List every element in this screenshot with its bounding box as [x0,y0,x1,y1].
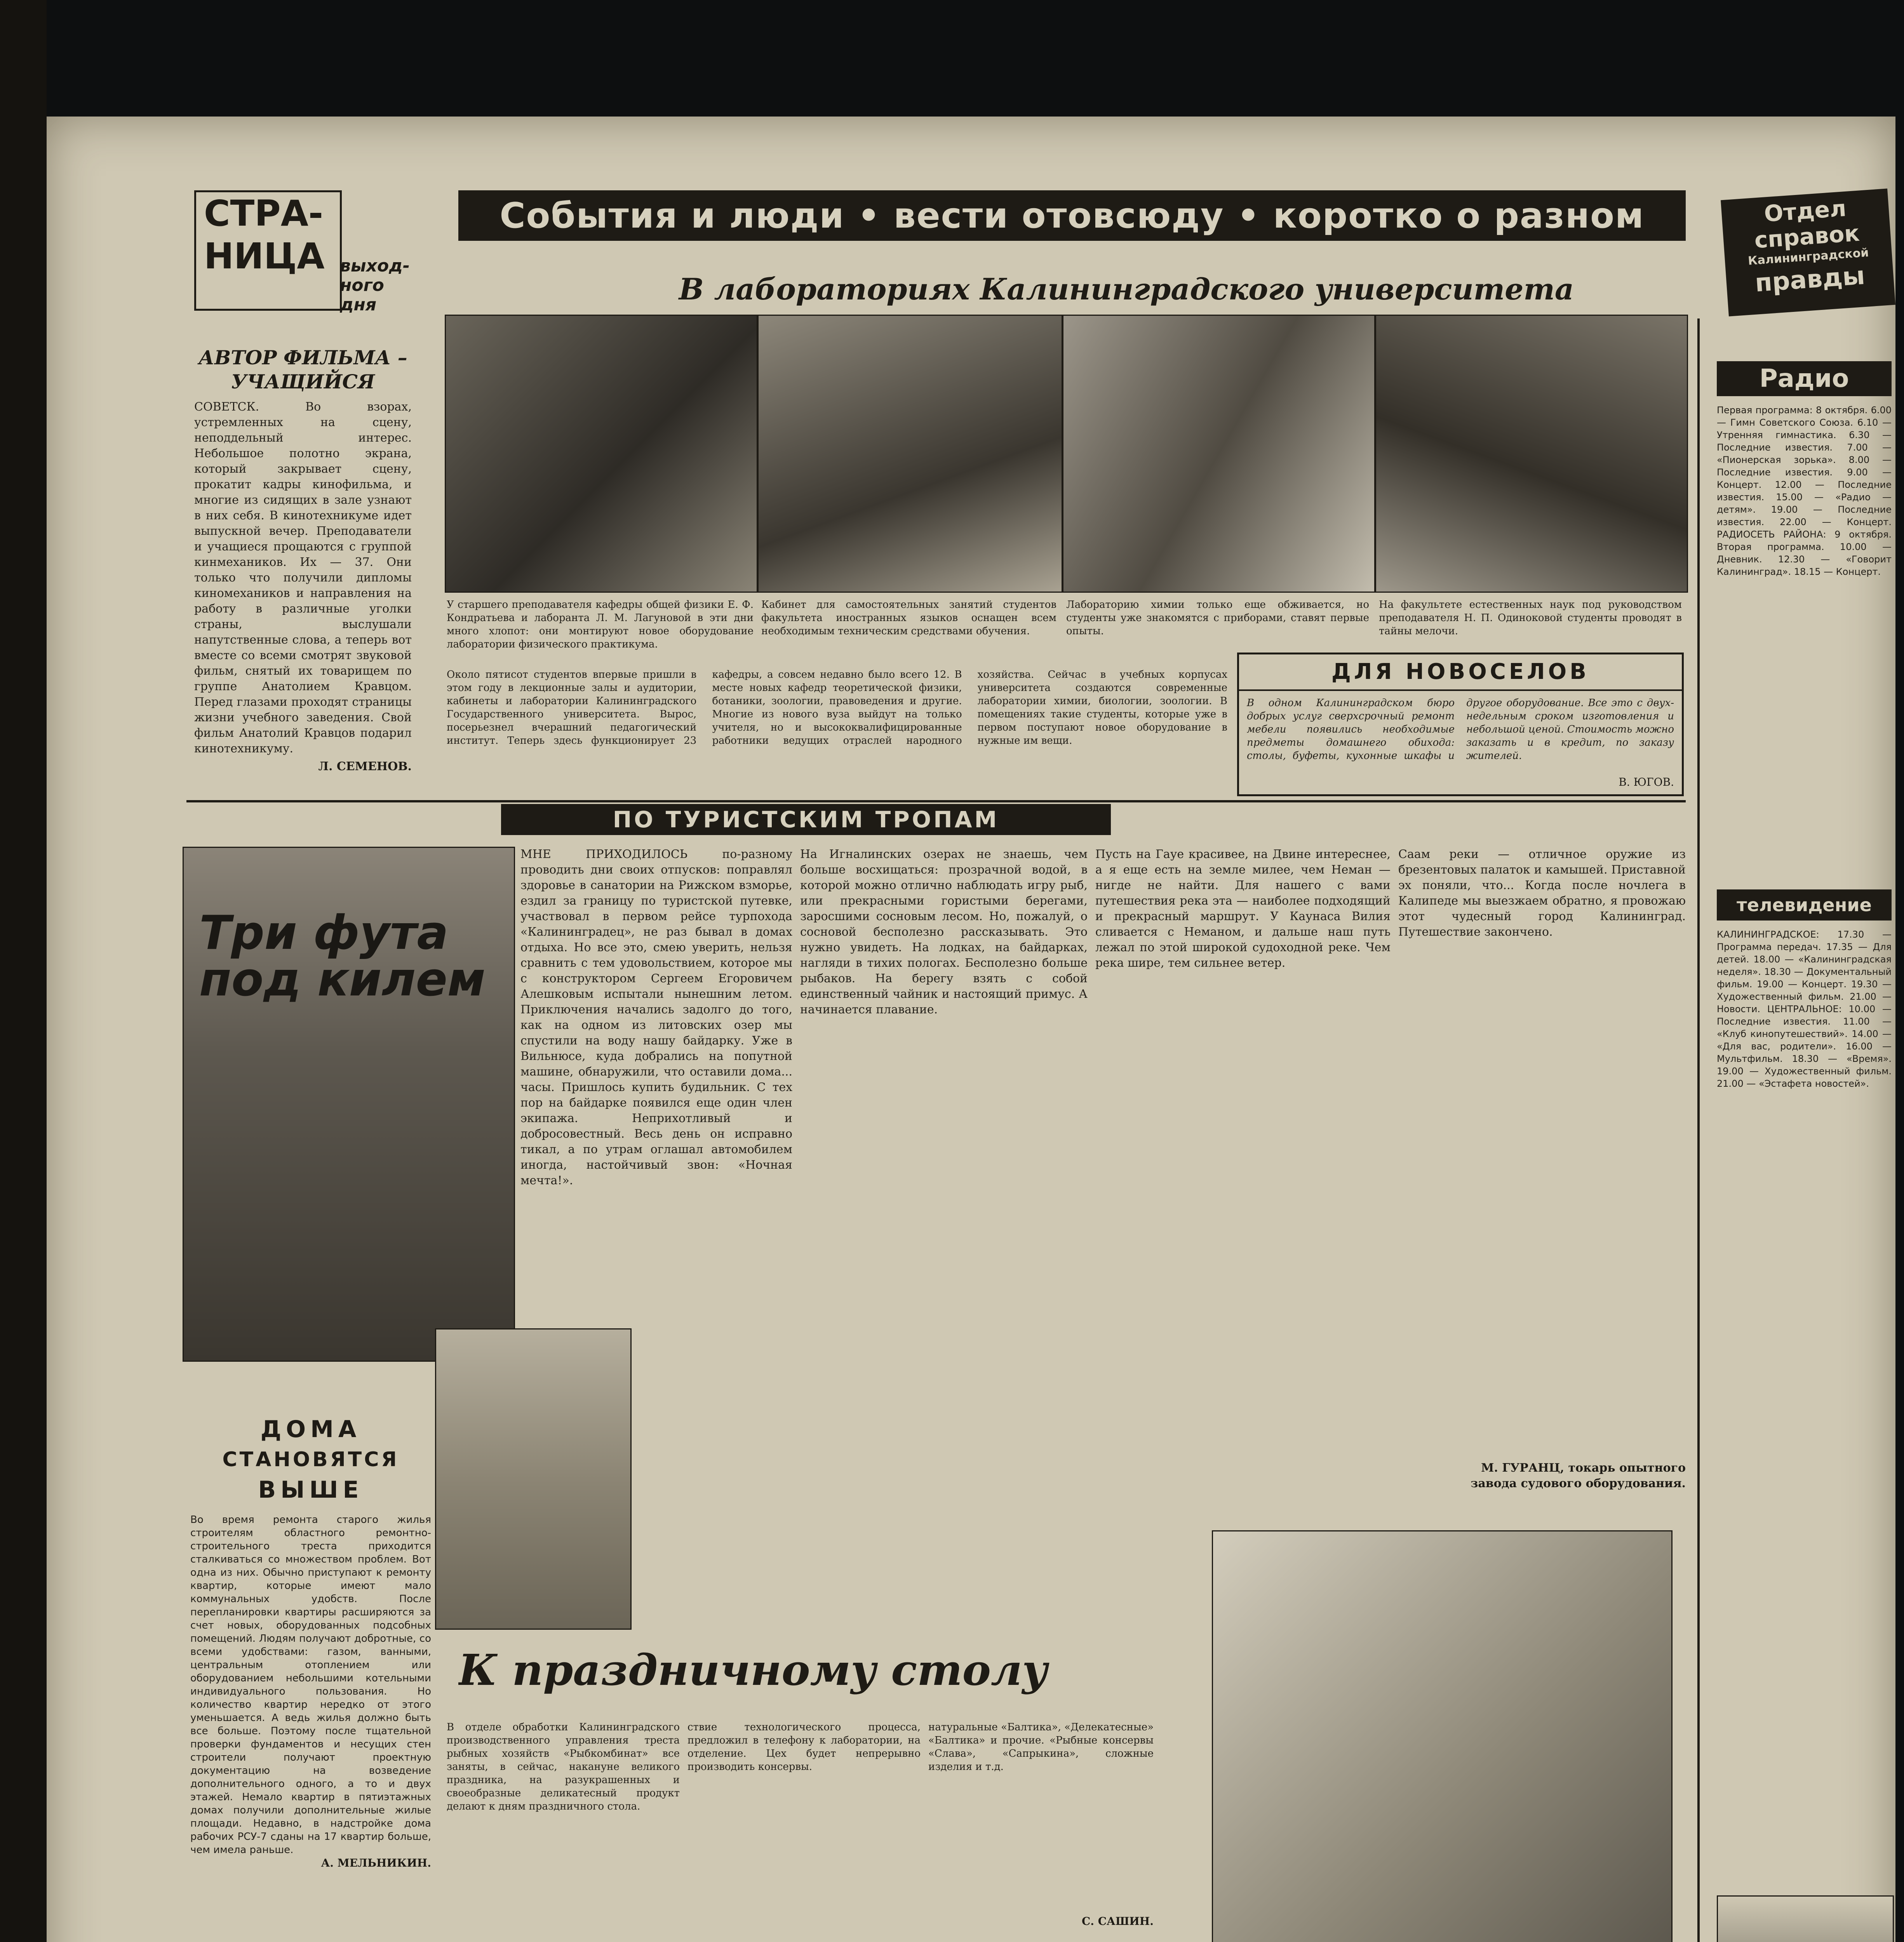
lab-body: Около пятисот студентов впервые пришли в этом году в лекционные залы и аудитории, кабинеты и лаборатории Калининградского Государственного университета. Вырос, посерьезнел вчерашний педагогический институт. Теперь здесь функционирует 23 кафедры, а совсем недавно было всего 12. В месте новых кафедр теоретической физики, ботаники, зоологии, правоведения и другие. Многие из нового вуза выйдут на только учителя, но и высококвалифицированные работники ведущих отраслей народного хозяйства. Сейчас в учебных корпусах университета создаются современные лаборатории химии, биологии, зоологии. В помещениях такие студенты, которые уже в первом поступают новое оборудование в нужные им вещи. [447,669,1227,747]
logo-sub-1: выход- [340,256,410,276]
lab-photo-4 [1375,315,1688,593]
logo-subtitle [340,256,433,326]
doma-body: Во время ремонта старого жилья строителям областного ремонтно-строительного треста приходится сталкиваться со множеством проблем. Вот одна из них. Обычно приступают к ремонту квартир, которые имеют мало коммунальных удобств. После перепланировки квартиры расширяются за счет новых, оборудованных подсобных помещений. Людям получают добротные, со всеми удобствами: газом, ванными, центральным отоплением или оборудованием небольшими котельными индивидуального пользования. Но количество квартир нередко от этого уменьшается. А ведь жилья должно быть все больше. Поэтому после тщательной проверки фундаментов и несущих стен строители получают проектную документацию на возведение дополнительного одного, а то и двух этажей. Немало квартир в пятиэтажных домах получили дополнительные жилые площади. Недавно, в надстройке дома рабочих РСУ-7 сданы на 17 квартир больше, чем имела раньше. [190,1514,431,1856]
lab-title: В лабораториях Калининградского университета [679,272,1574,306]
lab-caption-1: У старшего преподавателя кафедры общей физики Е. Ф. Кондратьева и лаборанта Л. М. Лагуновой в эти дни много хлопот: они монтируют новое оборудование лаборатории физического практикума. [447,599,754,650]
film-body: СОВЕТСК. Во взорах, устремленных на сцену, неподдельный интерес. Небольшое полотно экрана, который закрывает сцену, прокатит кадры кинофильма, и многие из сидящих в зале узнают в них себя. В кинотехникуме идет выпускной вечер. Преподаватели и учащиеся прощаются с группой кинмехаников. Их — 37. Они только что получили дипломы киномехаников и направления на работу в различные уголки страны, выслушали напутственные слова, а теперь вот вместе со всеми смотрят звуковой фильм, снятый их товарищем по группе Анатолием Кравцом. Перед глазами проходят страницы жизни учебного заведения. Свой фильм Анатолий Кравцов подарил кинотехникуму. [194,400,412,755]
doma-title-1: ДОМА [260,1416,361,1443]
tourist-photo [183,847,515,1362]
radio-body: Первая программа: 8 октября. 6.00 — Гимн Советского Союза. 6.10 — Утренняя гимнастика. 6.30 — Последние известия. 7.00 — «Пионерская зорька». 8.00 — Последние известия. 9.00 — Концерт. 12.00 — Последние известия. 15.00 — «Радио — детям». 19.00 — Последние известия. 22.00 — Концерт. РАДИОСЕТЬ РАЙОНА: 9 октября. Вторая программа. 10.00 — Дневник. 12.30 — «Говорит Калининград». 18.15 — Концерт. [1717,405,1892,577]
novoselov-author: В. ЮГОВ. [1619,776,1674,788]
doma-article [190,1414,431,1942]
holiday-col-3: натуральные «Балтика», «Делекатесные» «Балтика» и прочие. «Рыбные консервы «Слава», «Сапрыкина», сложные изделия и т.д. [928,1721,1154,1773]
travel-illustration [435,1328,632,1630]
film-title-2: УЧАЩИЙСЯ [231,370,375,393]
section-banner: События и люди • вести отовсюду • коротко о разном [458,190,1686,241]
tourist-col-4: Саам реки — отличное оружие из брезентовых палаток и камышей. Приставной эх поняли, что... Когда после ночлега в Калипеде мы выезжаем обратно, я провожаю этот чудесный город Калининград. Путешествие закончено. [1398,847,1686,939]
tv-body: КАЛИНИНГРАДСКОЕ: 17.30 — Программа передач. 17.35 — Для детей. 18.00 — «Калининградская неделя». 18.30 — Документальный фильм. 19.00 — Концерт. 19.30 — Художественный фильм. 21.00 — Новости. ЦЕНТРАЛЬНОЕ: 10.00 — Последние известия. 11.00 — «Клуб кинопутешествий». 14.00 — «Для вас, родители». 16.00 — Мультфильм. 18.30 — «Время». 19.00 — Художественный фильм. 21.00 — «Эстафета новостей». [1717,929,1892,1089]
holiday-col-1: В отделе обработки Калининградского производственного управления треста рыбных хозяйств «Рыбкомбинат» все заняты, в сейчас, накануне великого праздника, на разукрашенных и своеобразные деликатесный продукт делают к дням праздничного стола. [447,1721,680,1812]
film-author: Л. СЕМЕНОВ. [318,760,412,773]
tourist-col-1: МНЕ ПРИХОДИЛОСЬ по-разному проводить дни своих отпусков: поправлял здоровье в санатории на Рижском взморье, ездил за границу по туристской путевке, участвовал в первом рейсе турпохода «Калининградец», не раз бывал в домах отдыха. Но все это, смею уверить, нельзя сравнить с тем удовольствием, которое мы с конструктором Сергеем Егоровичем Алешковым испытали нынешним летом. Приключения начались задолго до того, как на одном из литовских озер мы спустили на воду нашу байдарку. Уже в Вильнюсе, куда добрались на попутной машине, обнаружили, что оставили дома... часы. Пришлось купить будильник. С тех пор на байдарке появился еще один член экипажа. Неприхотливый и добросовестный. Весь день он исправно тикал, а по утрам оглашал автомобилем иногда, настойчивый звон: «Ночная мечта!». [520,847,792,1187]
tourist-author: М. ГУРАНЦ, токарь опытного завода судового оборудования. [1471,1461,1686,1490]
logo-sub-2: ного [340,275,384,295]
holiday-col-2: ствие технологического процесса, предложил в телефону к лаборатории, на отделение. Цех будет непрерывно производить консервы. [687,1721,921,1773]
holiday-title: К праздничному столу [458,1645,1048,1695]
tourist-photo-text: Три фута под килем [199,906,486,1007]
doma-title-2: СТАНОВЯТСЯ [222,1448,399,1471]
logo-sub-3: дня [340,295,377,315]
tv-label: телевидение [1717,889,1892,921]
tourist-banner: ПО ТУРИСТСКИМ ТРОПАМ [501,804,1111,835]
binding-strip [0,0,47,1942]
tragedy-graphic [1717,1895,1894,1942]
holiday-author: С. САШИН. [1081,1915,1154,1928]
novoselov-title: ДЛЯ НОВОСЕЛОВ [1239,654,1682,691]
doma-author: А. МЕЛЬНИКИН. [321,1857,431,1869]
spravki-box [1721,188,1895,316]
novoselov-body: В одном Калининградском бюро добрых услуг сверхсрочный ремонт мебели появились необходимые предметы домашнего обихода: столы, буфеты, кухонные шкафы и другое оборудование. Все это с двух-недельным сроком изготовления и небольшой ценой. Стоимость можно заказать и в кредит, по заказу жителей. [1247,697,1674,762]
lab-photo-1 [445,315,758,593]
sidebar-rule [1697,318,1700,1942]
novoselov-box [1237,653,1684,796]
tourist-col-2: На Игналинских озерах не знаешь, чем больше восхищаться: прозрачной водой, в которой можно отлично наблюдать игру рыб, или прекрасными гористыми берегами, заросшими сосновым лесом. Но, пожалуй, о сосновой бесполезно рассказывать. Это нужно увидеть. На лодках, на байдарках, нагляди в тихих пологах. Бесполезно больше рыбаков. На берегу взять с собой единственный чайник и настоящий примус. А начинается плавание. [800,847,1088,1016]
section-logo [194,190,342,311]
tourist-col-3: Пусть на Гауе красивее, на Двине интереснее, а я еще есть на земле милее, чем Неман — нигде не найти. Для нашего с вами путешествия река эта — наиболее подходящий и прекрасный маршрут. У Каунаса Вилия сливается с Неманом, и дальше наш путь лежал по этой широкой судоходной реке. Чем река шире, тем сильнее ветер. [1095,847,1391,970]
section-rule-1 [186,800,1686,802]
spravki-line-3: Калининградской [1747,246,1869,268]
spravki-line-1: Отдел [1763,195,1847,227]
film-title-1: АВТОР ФИЛЬМА – [198,346,407,369]
lab-caption-4: На факультете естественных наук под руководством преподавателя Н. П. Одиноковой студенты проводят в тайны мелочи. [1379,599,1682,637]
logo-line-1: СТРА- [204,193,324,234]
spravki-line-4: правды [1754,261,1866,298]
radio-label: Радио [1717,361,1892,396]
lab-caption-3: Лабораторию химии только еще обживается, но студенты уже знакомятся с приборами, ставят первые опыты. [1066,599,1369,637]
film-article [194,346,412,777]
lab-photo-3 [1062,315,1375,593]
lab-photo-2 [757,315,1063,593]
lab-caption-2: Кабинет для самостоятельных занятий студентов факультета иностранных языков оснащен всем необходимым техническим средствами обучения. [761,599,1056,637]
logo-line-2: НИЦА [204,235,325,277]
spravki-line-2: справок [1753,219,1860,254]
holiday-photo [1212,1530,1673,1942]
doma-title-3: ВЫШЕ [258,1476,364,1503]
